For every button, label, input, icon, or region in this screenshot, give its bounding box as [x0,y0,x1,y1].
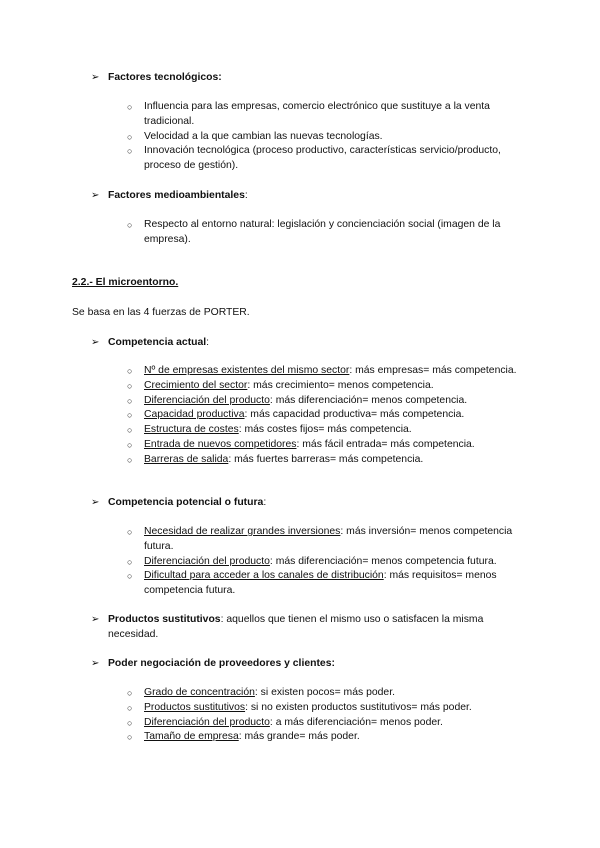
circle-bullet-icon: ○ [127,454,133,465]
list-item [127,364,527,379]
circle-bullet-icon: ○ [127,527,133,537]
heading-colon: : [244,190,248,201]
item-rest: : más costes fijos= más competencia. [238,424,412,436]
section-intro: Se basa en las 4 fuerzas de PORTER. [72,307,250,318]
heading-rest: : aquellos que tienen el mismo uso o satisfacen la misma necesidad. [108,614,484,640]
circle-bullet-icon: ○ [127,146,133,157]
list-item-text: Velocidad a la que cambian las nuevas tecnologías. [144,130,383,142]
item-rest: : más requisitos= menos competencia futura. [144,570,497,597]
medioambientales-list [127,218,527,248]
heading-text: Productos sustitutivos [108,614,221,625]
list-item [127,701,527,716]
heading-competencia-actual [91,336,531,351]
item-rest: : si no existen productos sustitutivos= más poder. [245,701,472,713]
list-item-text: Respecto al entorno natural: legislación y concienciación social (imagen de la empresa). [144,219,501,245]
circle-bullet-icon: ○ [127,571,133,582]
arrow-bullet-icon: ➢ [91,190,100,201]
heading-factores-medioambientales [91,189,531,204]
item-label: Entrada de nuevos competidores [144,438,297,450]
item-label: Diferenciación del producto [144,394,270,406]
item-label: Estructura de costes [144,424,239,436]
heading-text: Poder negociación de proveedores y clientes: [108,658,335,669]
item-rest: : más empresas= más competencia. [349,365,517,376]
item-rest: : si existen pocos= más poder. [254,687,395,698]
list-item [127,569,527,599]
circle-bullet-icon: ○ [127,366,133,376]
circle-bullet-icon: ○ [127,395,133,406]
heading-text: Competencia potencial o futura [108,497,264,508]
list-item [127,100,527,130]
item-label: Productos sustitutivos [144,701,246,713]
competencia-potencial-list [127,525,527,599]
item-rest: : más diferenciación= menos competencia. [269,394,468,406]
list-item [127,730,527,745]
heading-colon: : [263,497,267,508]
item-rest: : más grande= más poder. [238,731,360,743]
arrow-bullet-icon: ➢ [91,497,100,508]
item-label: Diferenciación del producto [144,716,270,728]
heading-factores-tecnologicos [91,71,531,86]
heading-text: Factores tecnológicos: [108,72,222,83]
circle-bullet-icon: ○ [127,702,133,713]
list-item [127,394,527,409]
item-rest: : más fácil entrada= más competencia. [296,438,475,450]
item-rest: : a más diferenciación= menos poder. [269,716,443,728]
item-label: Nº de empresas existentes del mismo sector [144,365,350,376]
list-item [127,438,527,453]
poder-list [127,686,527,745]
item-rest: : más capacidad productiva= más competencia. [244,409,465,421]
item-label: Dificultad para acceder a los canales de distribución [144,570,384,582]
circle-bullet-icon: ○ [127,556,133,567]
list-item [127,408,527,423]
item-rest: : más inversión= menos competencia futura. [144,526,513,552]
circle-bullet-icon: ○ [127,380,133,391]
arrow-bullet-icon: ➢ [91,337,100,348]
item-label: Necesidad de realizar grandes inversiones [144,526,341,537]
item-label: Tamaño de empresa [144,731,239,743]
circle-bullet-icon: ○ [127,410,133,421]
circle-bullet-icon: ○ [127,425,133,436]
item-label: Grado de concentración [144,687,255,698]
heading-colon: : [206,337,210,348]
heading-text: Factores medioambientales [108,190,245,201]
list-item-text: Innovación tecnológica (proceso productivo, características servicio/producto, proceso de gestión). [144,145,501,172]
list-item [127,130,527,145]
list-item [127,525,527,555]
heading-text: Competencia actual [108,337,207,348]
arrow-bullet-icon: ➢ [91,614,100,625]
list-item [127,218,527,248]
list-item [127,144,527,174]
list-item-text: Influencia para las empresas, comercio electrónico que sustituye a la venta tradicional. [144,101,490,127]
item-label: Diferenciación del producto [144,555,270,567]
item-label: Capacidad productiva [144,409,245,421]
circle-bullet-icon: ○ [127,732,133,743]
arrow-bullet-icon: ➢ [91,658,100,669]
list-item [127,423,527,438]
circle-bullet-icon: ○ [127,688,133,698]
circle-bullet-icon: ○ [127,131,133,142]
arrow-bullet-icon: ➢ [91,72,100,83]
list-item [127,716,527,731]
item-rest: : más crecimiento= menos competencia. [247,379,434,391]
tecnologicos-list [127,100,527,174]
item-rest: : más diferenciación= menos competencia futura. [269,555,497,567]
list-item [127,453,527,468]
section-title: 2.2.- El microentorno. [72,277,179,288]
list-item [127,686,527,701]
circle-bullet-icon: ○ [127,102,133,112]
list-item [127,379,527,394]
circle-bullet-icon: ○ [127,220,133,230]
competencia-actual-list [127,364,527,468]
list-item [127,555,527,570]
item-label: Barreras de salida [144,453,229,465]
item-rest: : más fuertes barreras= más competencia. [228,453,424,465]
heading-poder-negociacion [91,657,531,672]
item-label: Crecimiento del sector [144,379,248,391]
circle-bullet-icon: ○ [127,717,133,728]
heading-productos-sustitutivos [91,613,531,643]
heading-competencia-potencial [91,496,531,511]
circle-bullet-icon: ○ [127,439,133,450]
